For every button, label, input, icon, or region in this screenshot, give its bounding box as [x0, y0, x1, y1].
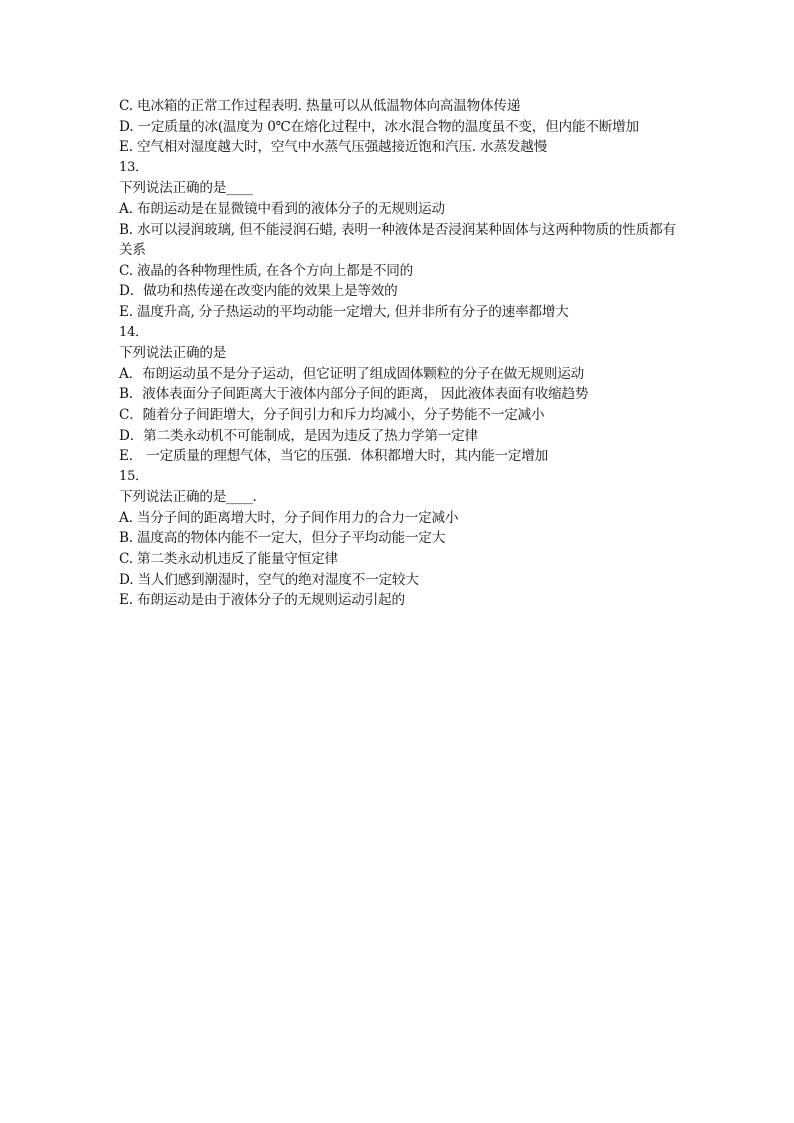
option-d: D．做功和热传递在改变内能的效果上是等效的: [119, 283, 398, 300]
option-a: A. 当分子间的距离增大时，分子间作用力的合力一定减小: [119, 509, 459, 526]
question-number: 14．: [119, 324, 148, 340]
option-d: D. 当人们感到潮湿时，空气的绝对湿度不一定较大: [119, 571, 419, 588]
option-b: B．液体表面分子间距离大于液体内部分子间的距离， 因此液体表面有收缩趋势: [119, 386, 589, 403]
option-c: C. 电冰箱的正常工作过程表明. 热量可以从低温物体向高温物体传递: [119, 98, 521, 114]
question-number: 13．: [119, 159, 148, 175]
question-14: [119, 323, 679, 467]
option-e: E. 空气相对湿度越大时，空气中水蒸气压强越接近饱和汽压. 水蒸发越慢: [119, 139, 548, 156]
document-page: [119, 96, 679, 611]
option-a: A. 布朗运动是在显微镜中看到的液体分子的无规则运动: [119, 200, 445, 217]
question-13: [119, 158, 679, 323]
option-d: D．第二类永动机不可能制成，是因为违反了热力学第一定律: [119, 427, 478, 444]
option-c: C. 第二类永动机违反了能量守恒定律: [119, 551, 338, 568]
option-e: E． 一定质量的理想气体，当它的压强．体积都增大时，其内能一定增加: [119, 448, 549, 465]
option-c: C．随着分子间距增大，分子间引力和斥力均减小，分子势能不一定减小: [119, 406, 545, 423]
question-number: 15．: [119, 468, 148, 484]
question-stem: 下列说法正确的是____.: [119, 489, 257, 506]
question-12-tail: [119, 96, 679, 158]
option-a: A．布朗运动虽不是分子运动，但它证明了组成固体颗粒的分子在做无规则运动: [119, 365, 585, 382]
option-c: C. 液晶的各种物理性质, 在各个方向上都是不同的: [119, 262, 414, 279]
option-b: B. 水可以浸润玻璃, 但不能浸润石蜡, 表明一种液体是否浸润某种固体与这两种物质的性质都有关系: [119, 221, 676, 259]
question-stem: 下列说法正确的是: [119, 345, 227, 362]
option-e: E. 布朗运动是由于液体分子的无规则运动引起的: [119, 592, 405, 609]
option-d: D. 一定质量的冰(温度为 0℃在熔化过程中，冰水混合物的温度虽不变，但内能不断增加: [119, 118, 639, 135]
option-e: E. 温度升高, 分子热运动的平均动能一定增大, 但并非所有分子的速率都增大: [119, 303, 569, 320]
option-b: B. 温度高的物体内能不一定大，但分子平均动能一定大: [119, 530, 446, 547]
question-15: [119, 467, 679, 611]
question-stem: 下列说法正确的是____: [119, 180, 253, 197]
